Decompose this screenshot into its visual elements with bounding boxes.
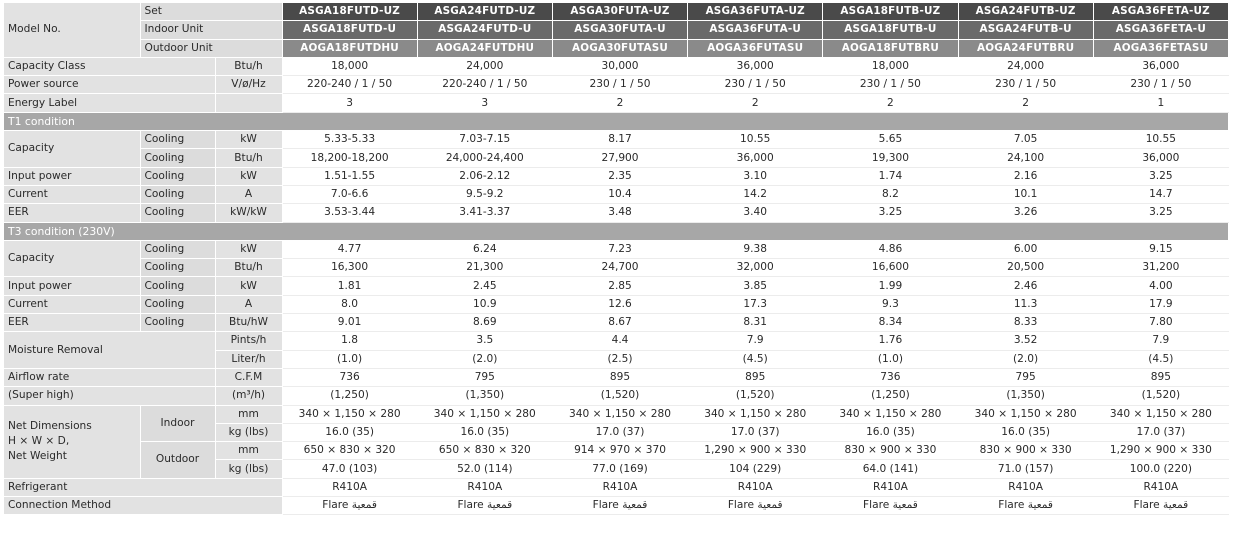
unit-cell: kW/kW xyxy=(215,204,282,222)
unit-cell: Btu/hW xyxy=(215,314,282,332)
value-cell: 9.01 xyxy=(282,314,417,332)
unit-cell: mm xyxy=(215,405,282,423)
value-cell: 9.5-9.2 xyxy=(417,185,552,203)
value-cell: 895 xyxy=(688,368,823,386)
model-no-label: Model No. xyxy=(4,3,140,57)
capacity-class-row xyxy=(4,57,1229,75)
value-cell: 17.0 (37) xyxy=(688,423,823,441)
t3-eer-row xyxy=(4,314,1229,332)
value-cell: 7.03-7.15 xyxy=(417,131,552,149)
value-cell: Flare قمعية xyxy=(958,497,1093,515)
value-cell: R410A xyxy=(417,478,552,496)
outdoor-mm-row xyxy=(4,442,1229,460)
value-cell: 3.85 xyxy=(688,277,823,295)
value-cell: 16.0 (35) xyxy=(823,423,958,441)
value-cell: 1.99 xyxy=(823,277,958,295)
value-cell: 3.5 xyxy=(417,332,552,350)
value-cell: 17.3 xyxy=(688,295,823,313)
mode-cell: Cooling xyxy=(140,277,215,295)
value-cell: R410A xyxy=(1093,478,1228,496)
unit-cell: V/ø/Hz xyxy=(215,76,282,94)
value-cell: 16.0 (35) xyxy=(958,423,1093,441)
value-cell: (1,520) xyxy=(1093,387,1228,405)
value-cell: 36,000 xyxy=(688,149,823,167)
value-cell: 4.4 xyxy=(552,332,687,350)
value-cell: (1.0) xyxy=(282,350,417,368)
set-model: ASGA18FUTD-UZ xyxy=(282,3,417,21)
value-cell: 64.0 (141) xyxy=(823,460,958,478)
value-cell: 6.24 xyxy=(417,240,552,258)
value-cell: 14.2 xyxy=(688,185,823,203)
eer-label: EER xyxy=(4,314,140,332)
current-label: Current xyxy=(4,185,140,203)
value-cell: 2 xyxy=(688,94,823,112)
value-cell: 2.85 xyxy=(552,277,687,295)
set-model: ASGA36FETA-UZ xyxy=(1093,3,1228,21)
moisture-removal-label: Moisture Removal xyxy=(4,332,215,369)
value-cell: R410A xyxy=(958,478,1093,496)
value-cell: 104 (229) xyxy=(688,460,823,478)
value-cell: 3.53-3.44 xyxy=(282,204,417,222)
value-cell: 8.69 xyxy=(417,314,552,332)
t3-section-row xyxy=(4,222,1229,240)
value-cell: 10.55 xyxy=(1093,131,1228,149)
value-cell: 24,700 xyxy=(552,259,687,277)
value-cell: (2.5) xyxy=(552,350,687,368)
eer-label: EER xyxy=(4,204,140,222)
net-dimensions-line2: H × W × D, xyxy=(8,435,70,448)
connection-method-row xyxy=(4,497,1229,515)
outdoor-model: AOGA24FUTDHU xyxy=(417,39,552,57)
value-cell: (4.5) xyxy=(1093,350,1228,368)
value-cell: 795 xyxy=(417,368,552,386)
t3-section-title: T3 condition (230V) xyxy=(4,222,1229,240)
value-cell: 17.0 (37) xyxy=(552,423,687,441)
value-cell: 10.4 xyxy=(552,185,687,203)
value-cell: 230 / 1 / 50 xyxy=(958,76,1093,94)
value-cell: 7.80 xyxy=(1093,314,1228,332)
value-cell: 2 xyxy=(552,94,687,112)
value-cell: 340 × 1,150 × 280 xyxy=(688,405,823,423)
mode-cell: Cooling xyxy=(140,204,215,222)
value-cell: (2.0) xyxy=(958,350,1093,368)
value-cell: 8.67 xyxy=(552,314,687,332)
value-cell: 1,290 × 900 × 330 xyxy=(688,442,823,460)
value-cell: (1,350) xyxy=(958,387,1093,405)
value-cell: 230 / 1 / 50 xyxy=(688,76,823,94)
value-cell: 27,900 xyxy=(552,149,687,167)
value-cell: 914 × 970 × 370 xyxy=(552,442,687,460)
t3-input-power-row xyxy=(4,277,1229,295)
value-cell: 7.9 xyxy=(1093,332,1228,350)
airflow-m3h-row xyxy=(4,387,1229,405)
value-cell: 11.3 xyxy=(958,295,1093,313)
energy-label-label: Energy Label xyxy=(4,94,215,112)
value-cell: (2.0) xyxy=(417,350,552,368)
value-cell: 1 xyxy=(1093,94,1228,112)
value-cell: Flare قمعية xyxy=(823,497,958,515)
t1-section-title: T1 condition xyxy=(4,112,1229,130)
value-cell: 21,300 xyxy=(417,259,552,277)
value-cell: 3.48 xyxy=(552,204,687,222)
unit-cell xyxy=(215,94,282,112)
value-cell: 8.34 xyxy=(823,314,958,332)
value-cell: 230 / 1 / 50 xyxy=(552,76,687,94)
unit-cell: Btu/h xyxy=(215,57,282,75)
value-cell: R410A xyxy=(552,478,687,496)
value-cell: 8.0 xyxy=(282,295,417,313)
value-cell: Flare قمعية xyxy=(417,497,552,515)
value-cell: 32,000 xyxy=(688,259,823,277)
value-cell: 10.55 xyxy=(688,131,823,149)
value-cell: 3.52 xyxy=(958,332,1093,350)
value-cell: 3.40 xyxy=(688,204,823,222)
refrigerant-label: Refrigerant xyxy=(4,478,282,496)
value-cell: 24,000 xyxy=(958,57,1093,75)
value-cell: 24,000-24,400 xyxy=(417,149,552,167)
indoor-model: ASGA18FUTB-U xyxy=(823,21,958,39)
airflow-super-high-label: (Super high) xyxy=(4,387,215,405)
indoor-unit-label: Indoor Unit xyxy=(140,21,282,39)
value-cell: 77.0 (169) xyxy=(552,460,687,478)
current-label: Current xyxy=(4,295,140,313)
value-cell: 10.9 xyxy=(417,295,552,313)
energy-label-row xyxy=(4,94,1229,112)
unit-cell: kg (lbs) xyxy=(215,423,282,441)
outdoor-model: AOGA24FUTBRU xyxy=(958,39,1093,57)
value-cell: 5.33-5.33 xyxy=(282,131,417,149)
value-cell: 47.0 (103) xyxy=(282,460,417,478)
value-cell: 1.76 xyxy=(823,332,958,350)
value-cell: 7.0-6.6 xyxy=(282,185,417,203)
set-model: ASGA24FUTB-UZ xyxy=(958,3,1093,21)
mode-cell: Cooling xyxy=(140,185,215,203)
value-cell: R410A xyxy=(282,478,417,496)
net-dimensions-line3: Net Weight xyxy=(8,450,67,463)
value-cell: 4.77 xyxy=(282,240,417,258)
unit-cell: kW xyxy=(215,131,282,149)
t1-eer-row xyxy=(4,204,1229,222)
value-cell: 340 × 1,150 × 280 xyxy=(417,405,552,423)
unit-cell: Btu/h xyxy=(215,149,282,167)
indoor-model: ASGA30FUTA-U xyxy=(552,21,687,39)
value-cell: 3.25 xyxy=(823,204,958,222)
value-cell: R410A xyxy=(688,478,823,496)
value-cell: 220-240 / 1 / 50 xyxy=(417,76,552,94)
mode-cell: Cooling xyxy=(140,149,215,167)
refrigerant-row xyxy=(4,478,1229,496)
outdoor-unit-label: Outdoor Unit xyxy=(140,39,282,57)
power-source-row xyxy=(4,76,1229,94)
value-cell: 8.2 xyxy=(823,185,958,203)
value-cell: 795 xyxy=(958,368,1093,386)
t3-capacity-label: Capacity xyxy=(4,240,140,277)
value-cell: 895 xyxy=(552,368,687,386)
mode-cell: Cooling xyxy=(140,259,215,277)
value-cell: 14.7 xyxy=(1093,185,1228,203)
set-label: Set xyxy=(140,3,282,21)
value-cell: 895 xyxy=(1093,368,1228,386)
set-model: ASGA18FUTB-UZ xyxy=(823,3,958,21)
value-cell: (1,520) xyxy=(688,387,823,405)
value-cell: 736 xyxy=(823,368,958,386)
value-cell: 30,000 xyxy=(552,57,687,75)
value-cell: 8.33 xyxy=(958,314,1093,332)
value-cell: 8.17 xyxy=(552,131,687,149)
value-cell: (1,250) xyxy=(282,387,417,405)
value-cell: 7.23 xyxy=(552,240,687,258)
value-cell: 16,600 xyxy=(823,259,958,277)
value-cell: 24,000 xyxy=(417,57,552,75)
outdoor-model: AOGA36FUTASU xyxy=(688,39,823,57)
mode-cell: Cooling xyxy=(140,314,215,332)
value-cell: 18,000 xyxy=(823,57,958,75)
outdoor-unit-row xyxy=(4,39,1229,57)
value-cell: Flare قمعية xyxy=(688,497,823,515)
unit-cell: Pints/h xyxy=(215,332,282,350)
outdoor-model: AOGA36FETASU xyxy=(1093,39,1228,57)
t3-capacity-kw-row xyxy=(4,240,1229,258)
value-cell: 24,100 xyxy=(958,149,1093,167)
value-cell: 16,300 xyxy=(282,259,417,277)
value-cell: 830 × 900 × 330 xyxy=(958,442,1093,460)
unit-cell: A xyxy=(215,295,282,313)
set-model: ASGA36FUTA-UZ xyxy=(688,3,823,21)
value-cell: 340 × 1,150 × 280 xyxy=(552,405,687,423)
value-cell: 1.51-1.55 xyxy=(282,167,417,185)
airflow-rate-label: Airflow rate xyxy=(4,368,215,386)
value-cell: 736 xyxy=(282,368,417,386)
unit-cell: (m³/h) xyxy=(215,387,282,405)
unit-cell: kg (lbs) xyxy=(215,460,282,478)
outdoor-model: AOGA18FUTDHU xyxy=(282,39,417,57)
value-cell: (1,520) xyxy=(552,387,687,405)
value-cell: 8.31 xyxy=(688,314,823,332)
t1-capacity-kw-row xyxy=(4,131,1229,149)
t1-input-power-row xyxy=(4,167,1229,185)
connection-method-label: Connection Method xyxy=(4,497,282,515)
value-cell: 12.6 xyxy=(552,295,687,313)
value-cell: 220-240 / 1 / 50 xyxy=(282,76,417,94)
outdoor-label: Outdoor xyxy=(140,442,215,479)
t3-capacity-btu-row xyxy=(4,259,1229,277)
mode-cell: Cooling xyxy=(140,240,215,258)
value-cell: 4.86 xyxy=(823,240,958,258)
input-power-label: Input power xyxy=(4,277,140,295)
unit-cell: kW xyxy=(215,277,282,295)
value-cell: 2.45 xyxy=(417,277,552,295)
unit-cell: kW xyxy=(215,167,282,185)
t1-section-row xyxy=(4,112,1229,130)
mode-cell: Cooling xyxy=(140,295,215,313)
indoor-model: ASGA36FETA-U xyxy=(1093,21,1228,39)
value-cell: 36,000 xyxy=(688,57,823,75)
value-cell: 7.05 xyxy=(958,131,1093,149)
value-cell: 16.0 (35) xyxy=(282,423,417,441)
t3-current-row xyxy=(4,295,1229,313)
set-model: ASGA24FUTD-UZ xyxy=(417,3,552,21)
indoor-mm-row xyxy=(4,405,1229,423)
value-cell: Flare قمعية xyxy=(552,497,687,515)
outdoor-model: AOGA30FUTASU xyxy=(552,39,687,57)
value-cell: 1.74 xyxy=(823,167,958,185)
value-cell: 18,200-18,200 xyxy=(282,149,417,167)
value-cell: 6.00 xyxy=(958,240,1093,258)
unit-cell: Liter/h xyxy=(215,350,282,368)
value-cell: 650 × 830 × 320 xyxy=(417,442,552,460)
net-dimensions-label xyxy=(4,405,140,478)
value-cell: 9.15 xyxy=(1093,240,1228,258)
value-cell: 10.1 xyxy=(958,185,1093,203)
indoor-label: Indoor xyxy=(140,405,215,442)
indoor-model: ASGA36FUTA-U xyxy=(688,21,823,39)
net-dimensions-line1: Net Dimensions xyxy=(8,420,92,433)
value-cell: 3.41-3.37 xyxy=(417,204,552,222)
value-cell: 5.65 xyxy=(823,131,958,149)
indoor-model: ASGA18FUTD-U xyxy=(282,21,417,39)
value-cell: 31,200 xyxy=(1093,259,1228,277)
value-cell: 2.06-2.12 xyxy=(417,167,552,185)
indoor-model: ASGA24FUTD-U xyxy=(417,21,552,39)
indoor-unit-row xyxy=(4,21,1229,39)
airflow-cfm-row xyxy=(4,368,1229,386)
value-cell: 36,000 xyxy=(1093,57,1228,75)
value-cell: 340 × 1,150 × 280 xyxy=(823,405,958,423)
t1-capacity-btu-row xyxy=(4,149,1229,167)
value-cell: 9.38 xyxy=(688,240,823,258)
value-cell: 17.0 (37) xyxy=(1093,423,1228,441)
spec-table xyxy=(4,3,1229,515)
value-cell: 3 xyxy=(417,94,552,112)
value-cell: 650 × 830 × 320 xyxy=(282,442,417,460)
value-cell: 230 / 1 / 50 xyxy=(823,76,958,94)
t1-capacity-label: Capacity xyxy=(4,131,140,168)
unit-cell: Btu/h xyxy=(215,259,282,277)
value-cell: 2.46 xyxy=(958,277,1093,295)
unit-cell: mm xyxy=(215,442,282,460)
value-cell: Flare قمعية xyxy=(282,497,417,515)
value-cell: 1,290 × 900 × 330 xyxy=(1093,442,1228,460)
value-cell: 7.9 xyxy=(688,332,823,350)
input-power-label: Input power xyxy=(4,167,140,185)
capacity-class-label: Capacity Class xyxy=(4,57,215,75)
value-cell: 2.35 xyxy=(552,167,687,185)
value-cell: 3.26 xyxy=(958,204,1093,222)
value-cell: 4.00 xyxy=(1093,277,1228,295)
value-cell: (4.5) xyxy=(688,350,823,368)
value-cell: 3 xyxy=(282,94,417,112)
value-cell: 830 × 900 × 330 xyxy=(823,442,958,460)
value-cell: 71.0 (157) xyxy=(958,460,1093,478)
value-cell: 52.0 (114) xyxy=(417,460,552,478)
value-cell: (1,250) xyxy=(823,387,958,405)
unit-cell: C.F.M xyxy=(215,368,282,386)
moisture-pints-row xyxy=(4,332,1229,350)
value-cell: 3.10 xyxy=(688,167,823,185)
mode-cell: Cooling xyxy=(140,167,215,185)
value-cell: 17.9 xyxy=(1093,295,1228,313)
indoor-model: ASGA24FUTB-U xyxy=(958,21,1093,39)
value-cell: (1,350) xyxy=(417,387,552,405)
unit-cell: kW xyxy=(215,240,282,258)
value-cell: 100.0 (220) xyxy=(1093,460,1228,478)
value-cell: 3.25 xyxy=(1093,167,1228,185)
unit-cell: A xyxy=(215,185,282,203)
set-row xyxy=(4,3,1229,21)
value-cell: 2 xyxy=(958,94,1093,112)
value-cell: 2 xyxy=(823,94,958,112)
value-cell: 9.3 xyxy=(823,295,958,313)
set-model: ASGA30FUTA-UZ xyxy=(552,3,687,21)
value-cell: 2.16 xyxy=(958,167,1093,185)
value-cell: 18,000 xyxy=(282,57,417,75)
value-cell: 16.0 (35) xyxy=(417,423,552,441)
value-cell: Flare قمعية xyxy=(1093,497,1228,515)
value-cell: 36,000 xyxy=(1093,149,1228,167)
value-cell: 19,300 xyxy=(823,149,958,167)
value-cell: 230 / 1 / 50 xyxy=(1093,76,1228,94)
value-cell: 20,500 xyxy=(958,259,1093,277)
mode-cell: Cooling xyxy=(140,131,215,149)
t1-current-row xyxy=(4,185,1229,203)
value-cell: 340 × 1,150 × 280 xyxy=(282,405,417,423)
value-cell: (1.0) xyxy=(823,350,958,368)
value-cell: 1.8 xyxy=(282,332,417,350)
outdoor-model: AOGA18FUTBRU xyxy=(823,39,958,57)
value-cell: 340 × 1,150 × 280 xyxy=(958,405,1093,423)
value-cell: 1.81 xyxy=(282,277,417,295)
value-cell: 3.25 xyxy=(1093,204,1228,222)
power-source-label: Power source xyxy=(4,76,215,94)
value-cell: 340 × 1,150 × 280 xyxy=(1093,405,1228,423)
value-cell: R410A xyxy=(823,478,958,496)
